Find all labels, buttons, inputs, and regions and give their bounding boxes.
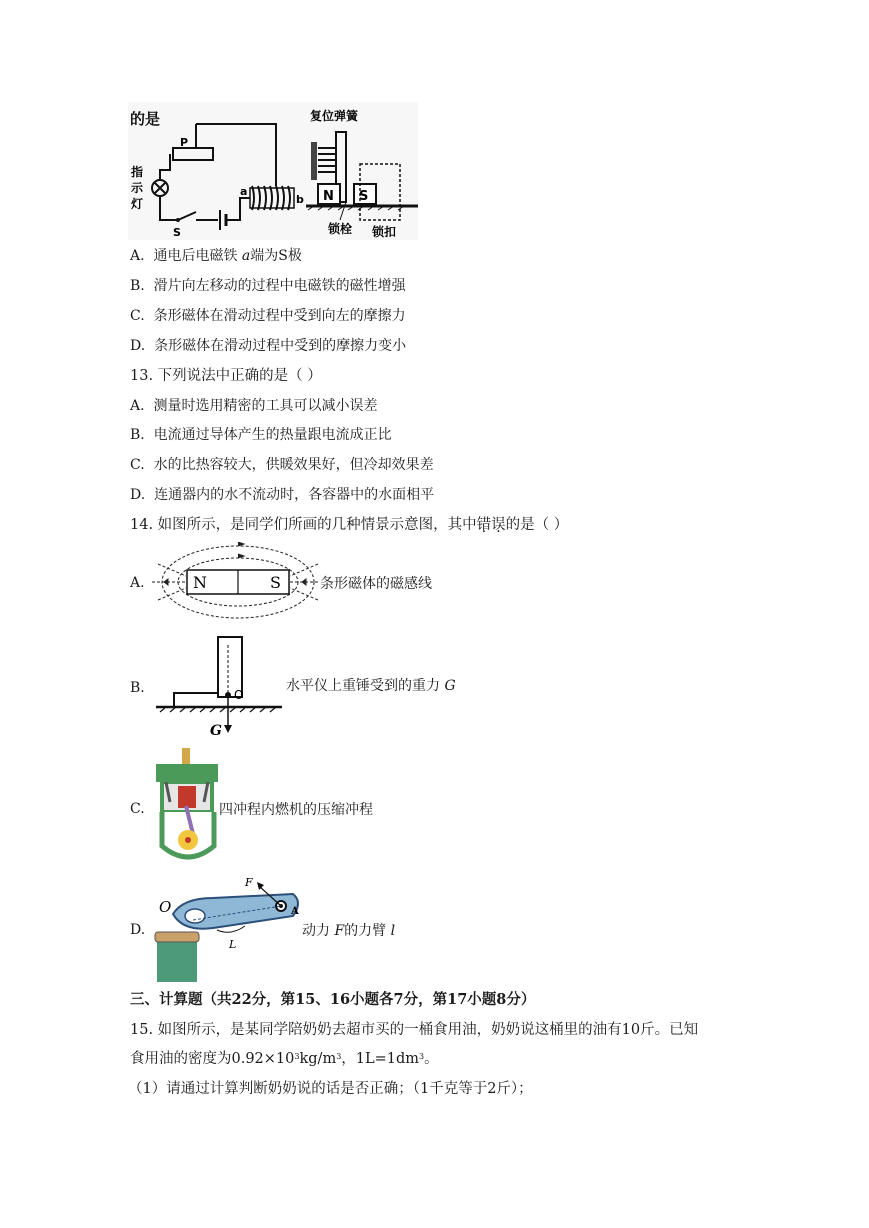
q12-option-b[interactable]: B. 滑片向左移动的过程中电磁铁的磁性增强	[130, 278, 406, 294]
bar-magnet-field-lines	[150, 542, 320, 624]
svg-text:P: P	[180, 136, 189, 149]
q12-option-a[interactable]: A. 通电后电磁铁 a端为S极	[130, 248, 302, 264]
q14-option-a-letter[interactable]: A.	[130, 575, 145, 591]
plumb-level-diagram	[152, 635, 287, 737]
q14-option-d-figure	[153, 872, 311, 982]
q14-stem: 14. 如图所示，是同学们所画的几种情景示意图，其中错误的是（ ）	[130, 517, 569, 533]
svg-text:锁栓: 锁栓	[328, 222, 353, 236]
q12-option-c[interactable]: C. 条形磁体在滑动过程中受到向左的摩擦力	[130, 308, 406, 324]
four-stroke-engine-diagram	[152, 746, 224, 866]
svg-text:复位弹簧: 复位弹簧	[310, 109, 359, 123]
q13-option-a[interactable]: A. 测量时选用精密的工具可以减小误差	[130, 398, 378, 414]
q15-sub1: （1）请通过计算判断奶奶说的话是否正确；（1千克等于2斤）；	[128, 1081, 533, 1097]
bottle-opener-lever-diagram	[153, 872, 311, 982]
svg-text:S: S	[173, 226, 181, 239]
svg-text:N: N	[323, 189, 334, 204]
svg-text:N: N	[193, 573, 207, 592]
q14-option-d-caption: 动力 F的力臂 l	[302, 923, 396, 939]
q13-option-d[interactable]: D. 连通器内的水不流动时，各容器中的水面相平	[130, 487, 435, 503]
q12-circuit-diagram	[128, 102, 418, 240]
q14-option-b-figure	[152, 635, 287, 737]
q14-option-d-letter[interactable]: D.	[130, 922, 146, 938]
svg-text:L: L	[229, 938, 237, 951]
q15-stem-line1: 15. 如图所示，是某同学陪奶奶去超市买的一桶食用油，奶奶说这桶里的油有10斤。已知	[130, 1022, 699, 1038]
svg-text:A: A	[291, 906, 299, 917]
q14-option-c-figure	[152, 746, 224, 866]
q13-option-b[interactable]: B. 电流通过导体产生的热量跟电流成正比	[130, 427, 392, 443]
svg-text:a: a	[240, 185, 248, 198]
q14-option-a-figure	[150, 542, 320, 624]
q15-stem-line2: 食用油的密度为$0.92\times 10^3kg/m^3$，$1L=1dm^3$。	[130, 1051, 439, 1067]
q14-option-b-caption: 水平仪上重锤受到的重力 G	[286, 678, 456, 694]
svg-text:S: S	[359, 189, 369, 204]
q14-option-c-caption: 四冲程内燃机的压缩冲程	[219, 802, 373, 818]
q14-option-c-letter[interactable]: C.	[130, 801, 145, 817]
svg-text:F: F	[245, 876, 253, 889]
q13-stem: 13. 下列说法中正确的是（ ）	[130, 368, 322, 384]
svg-text:S: S	[270, 573, 281, 592]
svg-text:指: 指	[131, 165, 144, 179]
section-heading: 三、计算题（共22分，第15、16小题各7分，第17小题8分）	[130, 991, 536, 1008]
q13-option-c[interactable]: C. 水的比热容较大，供暖效果好，但冷却效果差	[130, 457, 434, 473]
svg-text:O: O	[159, 898, 172, 916]
q12-partial-text: 的是	[130, 110, 161, 128]
svg-text:O: O	[234, 688, 244, 702]
q14-option-b-letter[interactable]: B.	[130, 680, 145, 696]
svg-text:G: G	[210, 723, 222, 737]
svg-text:锁扣: 锁扣	[372, 225, 397, 239]
q12-option-d[interactable]: D. 条形磁体在滑动过程中受到的摩擦力变小	[130, 338, 407, 354]
svg-text:b: b	[296, 193, 304, 206]
svg-text:示: 示	[131, 181, 144, 195]
q12-figure	[128, 102, 418, 240]
q14-option-a-caption: 条形磁体的磁感线	[320, 576, 432, 592]
svg-text:灯: 灯	[131, 197, 144, 211]
